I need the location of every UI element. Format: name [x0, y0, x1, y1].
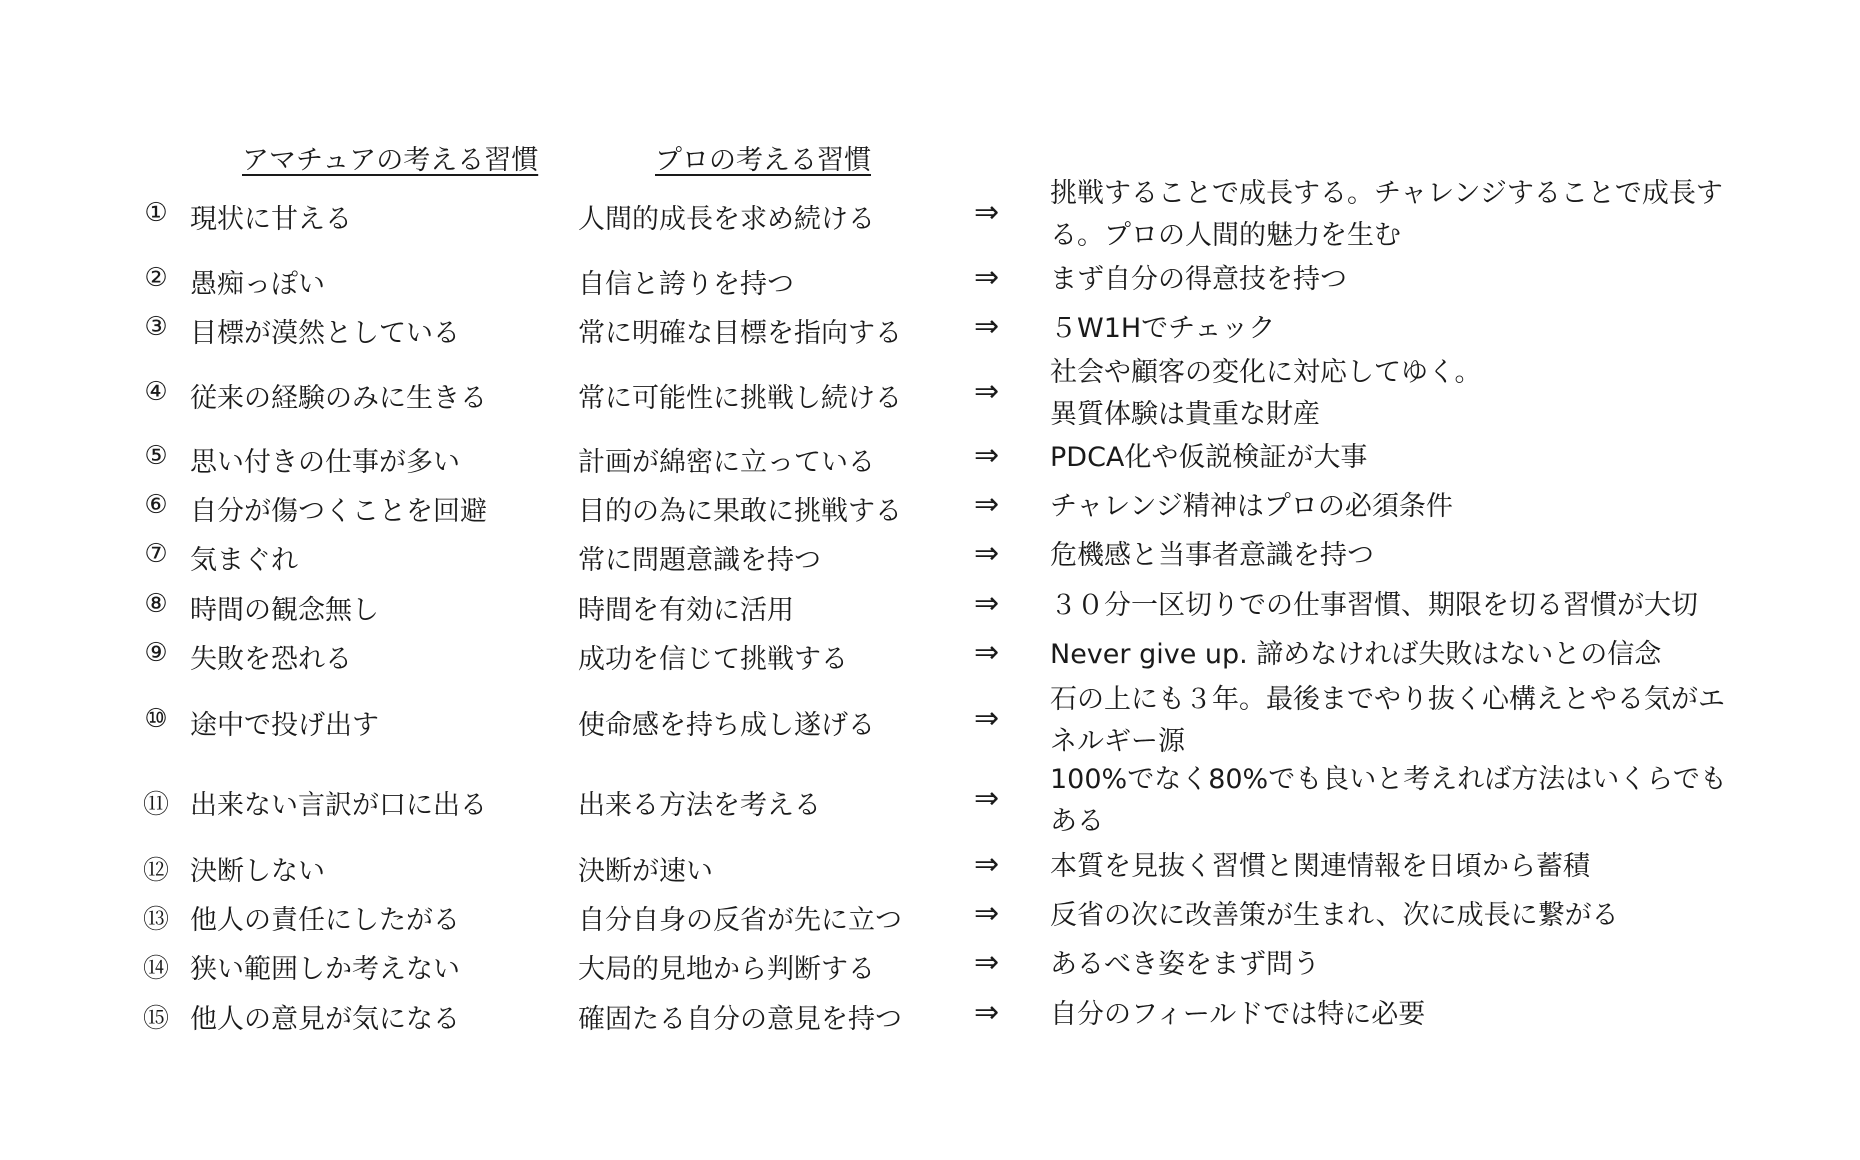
pro-explanation: 挑戦することで成長する。チャレンジすることで成長する。プロの人間的魅力を生む: [1050, 178, 1723, 251]
pro-explanation: チャレンジ精神はプロの必須条件: [1050, 491, 1453, 522]
row-number: ④: [144, 377, 168, 407]
pro-habit: 計画が綿密に立っている: [578, 447, 875, 478]
pro-habit: 常に可能性に挑戦し続ける: [578, 383, 902, 414]
amateur-habit: 決断しない: [190, 856, 325, 887]
arrow-icon: ⇒: [974, 635, 1000, 670]
pro-explanation: 危機感と当事者意識を持つ: [1050, 540, 1374, 571]
pro-habit: 自分自身の反省が先に立つ: [578, 905, 902, 936]
row-number: ⑥: [144, 490, 168, 520]
arrow-icon: ⇒: [974, 536, 1000, 571]
row-number: ⑤: [144, 441, 168, 471]
row-number: ⑮: [142, 1004, 169, 1034]
arrow-icon: ⇒: [974, 487, 1000, 522]
pro-explanation: ３０分一区切りでの仕事習慣、期限を切る習慣が大切: [1050, 590, 1698, 621]
pro-explanation: あるべき姿をまず問う: [1050, 949, 1320, 980]
amateur-habit: 途中で投げ出す: [190, 710, 379, 741]
amateur-habit: 自分が傷つくことを回避: [190, 496, 487, 527]
pro-explanation: 反省の次に改善策が生まれ、次に成長に繋がる: [1050, 900, 1619, 931]
pro-habit: 自信と誇りを持つ: [578, 269, 794, 300]
arrow-icon: ⇒: [974, 896, 1000, 931]
pro-habit: 大局的見地から判断する: [578, 954, 875, 985]
amateur-habit: 狭い範囲しか考えない: [190, 954, 460, 985]
arrow-icon: ⇒: [974, 260, 1000, 295]
amateur-habit: 従来の経験のみに生きる: [190, 383, 487, 414]
arrow-icon: ⇒: [974, 995, 1000, 1030]
amateur-habit: 現状に甘える: [190, 204, 352, 235]
pro-explanation: Never give up. 諦めなければ失敗はないとの信念: [1050, 639, 1662, 670]
row-number: ⑧: [144, 589, 168, 619]
pro-habit: 出来る方法を考える: [578, 790, 821, 821]
pro-habit: 時間を有効に活用: [578, 595, 794, 626]
row-number: ⑨: [144, 638, 168, 668]
pro-habit: 使命感を持ち成し遂げる: [578, 710, 875, 741]
arrow-icon: ⇒: [974, 586, 1000, 621]
amateur-habit: 時間の観念無し: [190, 595, 379, 626]
pro-explanation: 社会や顧客の変化に対応してゆく。 異質体験は貴重な財産: [1050, 357, 1482, 430]
pro-explanation: まず自分の得意技を持つ: [1050, 264, 1347, 295]
arrow-icon: ⇒: [974, 438, 1000, 473]
amateur-habit: 愚痴っぽい: [190, 269, 325, 300]
pro-column-header: プロの考える習慣: [655, 145, 871, 176]
arrow-icon: ⇒: [974, 781, 1000, 816]
pro-habit: 成功を信じて挑戦する: [578, 644, 848, 675]
pro-habit: 確固たる自分の意見を持つ: [578, 1004, 902, 1035]
amateur-habit: 気まぐれ: [190, 545, 298, 576]
pro-habit: 決断が速い: [578, 856, 713, 887]
row-number: ⑦: [144, 539, 168, 569]
pro-explanation: PDCA化や仮説検証が大事: [1050, 442, 1368, 473]
amateur-habit: 思い付きの仕事が多い: [190, 447, 460, 478]
amateur-habit: 他人の責任にしたがる: [190, 905, 460, 936]
pro-explanation: 自分のフィールドでは特に必要: [1050, 999, 1426, 1030]
row-number: ⑫: [142, 856, 169, 886]
amateur-column-header: アマチュアの考える習慣: [242, 145, 539, 176]
pro-explanation: 100%でなく80%でも良いと考えれば方法はいくらでもある: [1050, 764, 1727, 837]
amateur-habit: 他人の意見が気になる: [190, 1004, 460, 1035]
pro-explanation: ５W1Hでチェック: [1050, 313, 1276, 344]
pro-explanation: 本質を見抜く習慣と関連情報を日頃から蓄積: [1050, 851, 1590, 882]
amateur-habit: 失敗を恐れる: [190, 644, 352, 675]
pro-habit: 目的の為に果敢に挑戦する: [578, 496, 902, 527]
pro-habit: 常に問題意識を持つ: [578, 545, 821, 576]
arrow-icon: ⇒: [974, 195, 1000, 230]
row-number: ①: [144, 198, 168, 228]
amateur-habit: 出来ない言訳が口に出る: [190, 790, 487, 821]
row-number: ⑬: [142, 905, 169, 935]
row-number: ②: [144, 263, 168, 293]
row-number: ⑩: [144, 704, 168, 734]
arrow-icon: ⇒: [974, 701, 1000, 736]
pro-explanation: 石の上にも３年。最後までやり抜く心構えとやる気がエネルギー源: [1050, 684, 1725, 757]
arrow-icon: ⇒: [974, 309, 1000, 344]
row-number: ③: [144, 312, 168, 342]
row-number: ⑪: [142, 790, 169, 820]
arrow-icon: ⇒: [974, 374, 1000, 409]
pro-habit: 常に明確な目標を指向する: [578, 318, 902, 349]
pro-habit: 人間的成長を求め続ける: [578, 204, 875, 235]
amateur-habit: 目標が漠然としている: [190, 318, 460, 349]
row-number: ⑭: [142, 954, 169, 984]
arrow-icon: ⇒: [974, 945, 1000, 980]
arrow-icon: ⇒: [974, 847, 1000, 882]
